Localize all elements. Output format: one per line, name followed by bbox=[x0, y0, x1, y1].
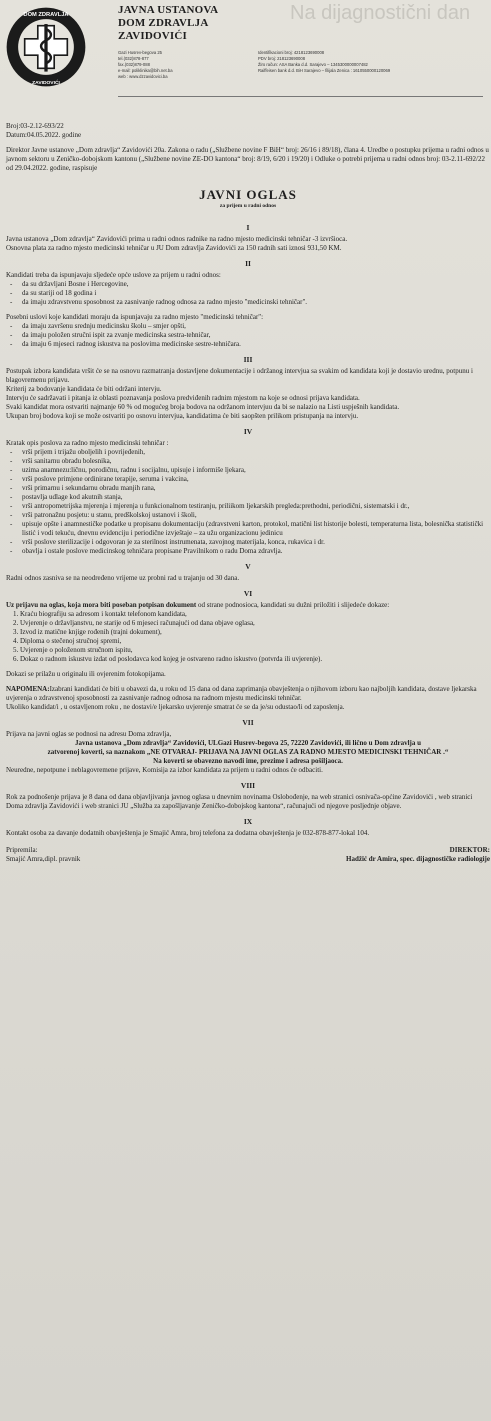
institution-line: DOM ZDRAVLJA bbox=[118, 17, 209, 29]
general-conditions-list bbox=[6, 280, 490, 307]
id-line: Žiro račun: ASA Banka d.d. Sarajevo – 1345300000007482 bbox=[258, 62, 368, 67]
list-item: - vrši antropometrijska mjerenja i mjerenja u funkcionalnom testiranju, priliikom ljekarskih pregleda:prethodni, periodični, sistematski i dr., bbox=[22, 502, 490, 511]
paragraph: Posebni uslovi koje kandidati moraju da ispunjavaju za radno mjesto "medicinski tehničar": bbox=[6, 313, 264, 321]
document-body bbox=[6, 122, 490, 864]
list-item: 3. Izvod iz matične knjige rođenih (trajni dokument), bbox=[20, 628, 490, 637]
list-item: - vrši prijem i trijažu oboljelih i povrijeđenih, bbox=[22, 448, 490, 457]
section-number: IV bbox=[243, 427, 253, 436]
prepared-label: Pripremila: bbox=[6, 846, 38, 854]
paragraph: Osnovna plata za radno mjesto medicinski tehničar u JU Dom zdravlja Zavidovići za 150 radnih sati iznosi 931,50 KM. bbox=[6, 244, 342, 252]
list-item: 6. Dokaz o radnom iskustvu izdat od poslodavca kod kojeg je ostvareno radno iskustvo (potvrda ili uvjerenje). bbox=[20, 655, 490, 664]
paragraph: Prijava na javni oglas se podnosi na adresu Doma zdravlja, bbox=[6, 730, 172, 738]
section-number: VII bbox=[242, 718, 254, 727]
header-divider bbox=[118, 96, 483, 97]
director bbox=[346, 846, 490, 864]
list-item: - vrši poslove primjene ordinirane terapije, seruma i vakcina, bbox=[22, 475, 490, 484]
paragraph: Rok za podnošenje prijava je 8 dana od dana objavljivanja javnog oglasa u dnevnim novinama Oslobođenje, na web stranici osnivača-općine Zavidovići , web stranici Doma zdravlja Zavidovići i web stranici JU „Služba za zapošljavanje Zeničko-dobojskog kantona“, računajući od njegove posljednje objave. bbox=[6, 793, 473, 810]
identification-block bbox=[258, 50, 390, 74]
address-line: web : www.dzzavidovici.ba bbox=[118, 74, 168, 79]
page-title: JAVNI OGLAS bbox=[199, 187, 297, 202]
duties-list bbox=[6, 448, 490, 556]
director-label: DIREKTOR: bbox=[449, 846, 490, 854]
list-item: 1. Kraću biografiju sa adresom i kontakt telefonom kandidata, bbox=[20, 610, 490, 619]
list-item: - da imaju zdravstvenu sposobnost za zasnivanje radnog odnosa za radno mjesto "medicinski tehničar". bbox=[22, 298, 490, 307]
list-item: - da imaju položen stručni ispit za zvanje medicinska sestra-tehničar, bbox=[22, 331, 490, 340]
svg-text:ZAVIDOVIĆI: ZAVIDOVIĆI bbox=[32, 80, 60, 86]
list-item: - postavlja udlage kod akutnih stanja, bbox=[22, 493, 490, 502]
paragraph: zatvorenoj koverti, sa naznakom „NE OTVARAJ- PRIJAVA NA JAVNI OGLAS ZA RADNO MJESTO MEDICINSKI TEHNIČAR .“ bbox=[47, 748, 449, 756]
section-number: III bbox=[243, 355, 253, 364]
intro-paragraph: Direktor Javne ustanove „Dom zdravlja“ Zavidovići 20a. Zakona o radu („Službene novine F BiH“ broj: 26/16 i 89/18), člana 4. Uredbe o postupku prijema u radni odnos u javnom sektoru u Zeničko-dobojskom kantonu („Službene novine ZE-DO kantona“ broj: 8/19, 6/20 i 19/20) i Odluke o potrebi prijema u radni odnos broj: 03-2.11-692/22 od 29.04.2022. godine, raspisuje bbox=[6, 146, 489, 172]
section-number: VIII bbox=[240, 781, 256, 790]
letterhead bbox=[0, 0, 491, 110]
prepared-by bbox=[6, 846, 80, 864]
special-conditions-list bbox=[6, 322, 490, 349]
page-subtitle: za prijem u radni odnos bbox=[219, 203, 277, 209]
note-paragraph bbox=[6, 685, 490, 703]
list-item: - vrši patronažnu posjetu: u stanu, predškolskoj ustanovi i školi, bbox=[22, 511, 490, 520]
dom-zdravlja-logo bbox=[5, 6, 87, 88]
paragraph: Javna ustanova „Dom zdravlja“ Zavidovići, ULGazi Husrev-begova 25, 72220 Zavidovići, ili lično u Dom zdravlja u bbox=[75, 739, 421, 747]
list-item: 5. Uvjerenje o položenom stručnom ispitu, bbox=[20, 646, 490, 655]
section-number: II bbox=[245, 259, 251, 268]
bleed-through-text: Na dijagnostični dan bbox=[290, 2, 471, 24]
address-line: tel.(032)878-877 bbox=[118, 56, 149, 61]
prepared-name: Smajić Amra,dipl. pravnik bbox=[6, 855, 81, 863]
list-item: 4. Diploma o stečenoj stručnoj spremi, bbox=[20, 637, 490, 646]
text: od strane podnosioca, kandidati su dužni priložiti i slijedeće dokaze: bbox=[196, 601, 390, 609]
id-line: Identifikacioni broj: 4218123690008 bbox=[258, 50, 325, 55]
section-number: VI bbox=[243, 589, 253, 598]
list-item: 2. Uvjerenje o državljanstvu, ne starije od 6 mjeseci računajući od dana objave oglasa, bbox=[20, 619, 490, 628]
section-number: I bbox=[246, 223, 250, 232]
list-item: - vrši sanitarnu obradu bolesnika, bbox=[22, 457, 490, 466]
contact-block bbox=[118, 50, 173, 80]
paragraph: Kratak opis poslova za radno mjesto medicinski tehničar : bbox=[6, 439, 169, 447]
paragraph: Ukoliko kandidat/i , u ostavljenom roku , ne dostavi/e ljekarsko uvjerenje smatrat će se da je/su odustao/li od zaposlenja. bbox=[6, 703, 345, 711]
institution-line: ZAVIDOVIĆI bbox=[118, 30, 188, 42]
list-item: - uzima anamnezu:ličnu, porodičnu, radnu i socijalnu, upisuje i informiše ljekara, bbox=[22, 466, 490, 475]
paragraph: Kontakt osoba za davanje dodatnih obavještenja je Smajić Amra, broj telefona za dodatna obavještenja je 032-878-877-lokal 104. bbox=[6, 829, 370, 837]
paragraph: Neuredne, nepotpune i neblagovremene prijave, Komisija za izbor kandidata za prijem u radni odnos će odbaciti. bbox=[6, 766, 323, 774]
reference-number: Broj:03-2.12-693/22 bbox=[6, 122, 64, 130]
section-number: V bbox=[245, 562, 251, 571]
list-item: - upisuje opšte i anamnestičke podatke u propisanu dokumentaciju (zdravstveni karton, protokol, matični list historije bolesti, temperaturna lista, bolesnička statistički listić i vodi tekuću, dnevnu evidenciju i periodične izvještaje – za užu organizacionu jedinicu bbox=[22, 520, 490, 538]
id-line: PDV broj: 218123690008 bbox=[258, 56, 306, 61]
svg-text:DOM ZDRAVLJA: DOM ZDRAVLJA bbox=[23, 11, 69, 18]
note-label: NAPOMENA: bbox=[6, 685, 50, 693]
list-item: - da su stariji od 18 godina i bbox=[22, 289, 490, 298]
paragraph: Kandidati treba da ispunjavaju sljedeće opće uslove za prijem u radni odnos: bbox=[6, 271, 221, 279]
address-line: e-mail: poliklinika@bih.net.ba bbox=[118, 68, 173, 73]
paragraph: Intervju će sadržavati i pitanja iz oblasti poznavanja poslova predviđenih radnim mjestom na koje se odnosi prijava kandidata. bbox=[6, 394, 360, 402]
document-date: Datum:04.05.2022. godine bbox=[6, 131, 82, 139]
list-item: - da imaju 6 mjeseci radnog iskustva na poslovima medicinske sestre-tehničara. bbox=[22, 340, 490, 349]
paragraph: Na koverti se obavezno navodi ime, prezime i adresa pošiljaoca. bbox=[153, 757, 343, 765]
address-line: fax.(032)879-088 bbox=[118, 62, 150, 67]
text: Izabrani kandidati će biti u obavezi da, u roku od 15 dana od dana zaprimanja obavještenja o njihovom izboru kao najboljih kandidata, dostave ljekarska uvjerenja o zdravstvenoj sposobnosti za zasnivanje radnog odnosa na radnom mjestu medicinski tehničar. bbox=[6, 685, 477, 702]
address-line: Gazi Husrev-begova 25 bbox=[118, 50, 162, 55]
list-item: - da imaju završenu srednju medicinsku školu – smjer opšti, bbox=[22, 322, 490, 331]
bold-text: Uz prijavu na oglas, koja mora biti poseban potpisan dokument bbox=[6, 601, 197, 609]
required-documents-list bbox=[6, 610, 490, 664]
paragraph: Ukupan broj bodova koji se može ostvariti po osnovu intervjua, kandidatima će biti saopšten prilikom pristupanja na intervju. bbox=[6, 412, 359, 420]
institution-name bbox=[118, 4, 218, 43]
paragraph: Postupak izbora kandidata vršit će se na osnovu razmatranja dostavljene dokumentacije i održanog intervjua sa svakim od kandidata koji je dostavio urednu, potpunu i blagovremenu prijavu. bbox=[6, 367, 473, 384]
list-item: - obavlja i ostale poslove medicinskog tehničara propisane Pravilnikom o radu Doma zdravlja. bbox=[22, 547, 490, 556]
director-name: Hadžić dr Amira, spec. dijagnostičke radiologije bbox=[346, 855, 490, 863]
paragraph: Svaki kandidat mora ostvariti najmanje 60 % od mogućeg broja bodova na održanom intervjuu da bi se nalazio na Listi uspješnih kandidata. bbox=[6, 403, 400, 411]
list-item: - vrši poslove sterilizacije i odgovoran je za sterilnost instrumenata, zavojnog materijala, konca, rukavica i dr. bbox=[22, 538, 490, 547]
list-item: - da su državljani Bosne i Hercegovine, bbox=[22, 280, 490, 289]
paragraph: Kriterij za bodovanje kandidata će biti održani intervju. bbox=[6, 385, 162, 393]
institution-line: JAVNA USTANOVA bbox=[118, 4, 219, 16]
paragraph: Javna ustanova „Dom zdravlja“ Zavidovići prima u radni odnos radnike na radno mjesto medicinski tehničar -3 izvršioca. bbox=[6, 235, 348, 243]
paragraph: Dokazi se prilažu u originalu ili ovjerenim fotokopijama. bbox=[6, 670, 166, 678]
signature-block bbox=[6, 846, 490, 864]
paragraph bbox=[6, 601, 490, 610]
section-number: IX bbox=[243, 817, 253, 826]
paragraph: Radni odnos zasniva se na neodređeno vrijeme uz probni rad u trajanju od 30 dana. bbox=[6, 574, 240, 582]
list-item: - vrši primarnu i sekundarnu obradu manjih rana, bbox=[22, 484, 490, 493]
id-line: Raiffeisen bank d.d. BiH Sarajevo – filijala Zenica : 1610550000120069 bbox=[258, 68, 391, 73]
